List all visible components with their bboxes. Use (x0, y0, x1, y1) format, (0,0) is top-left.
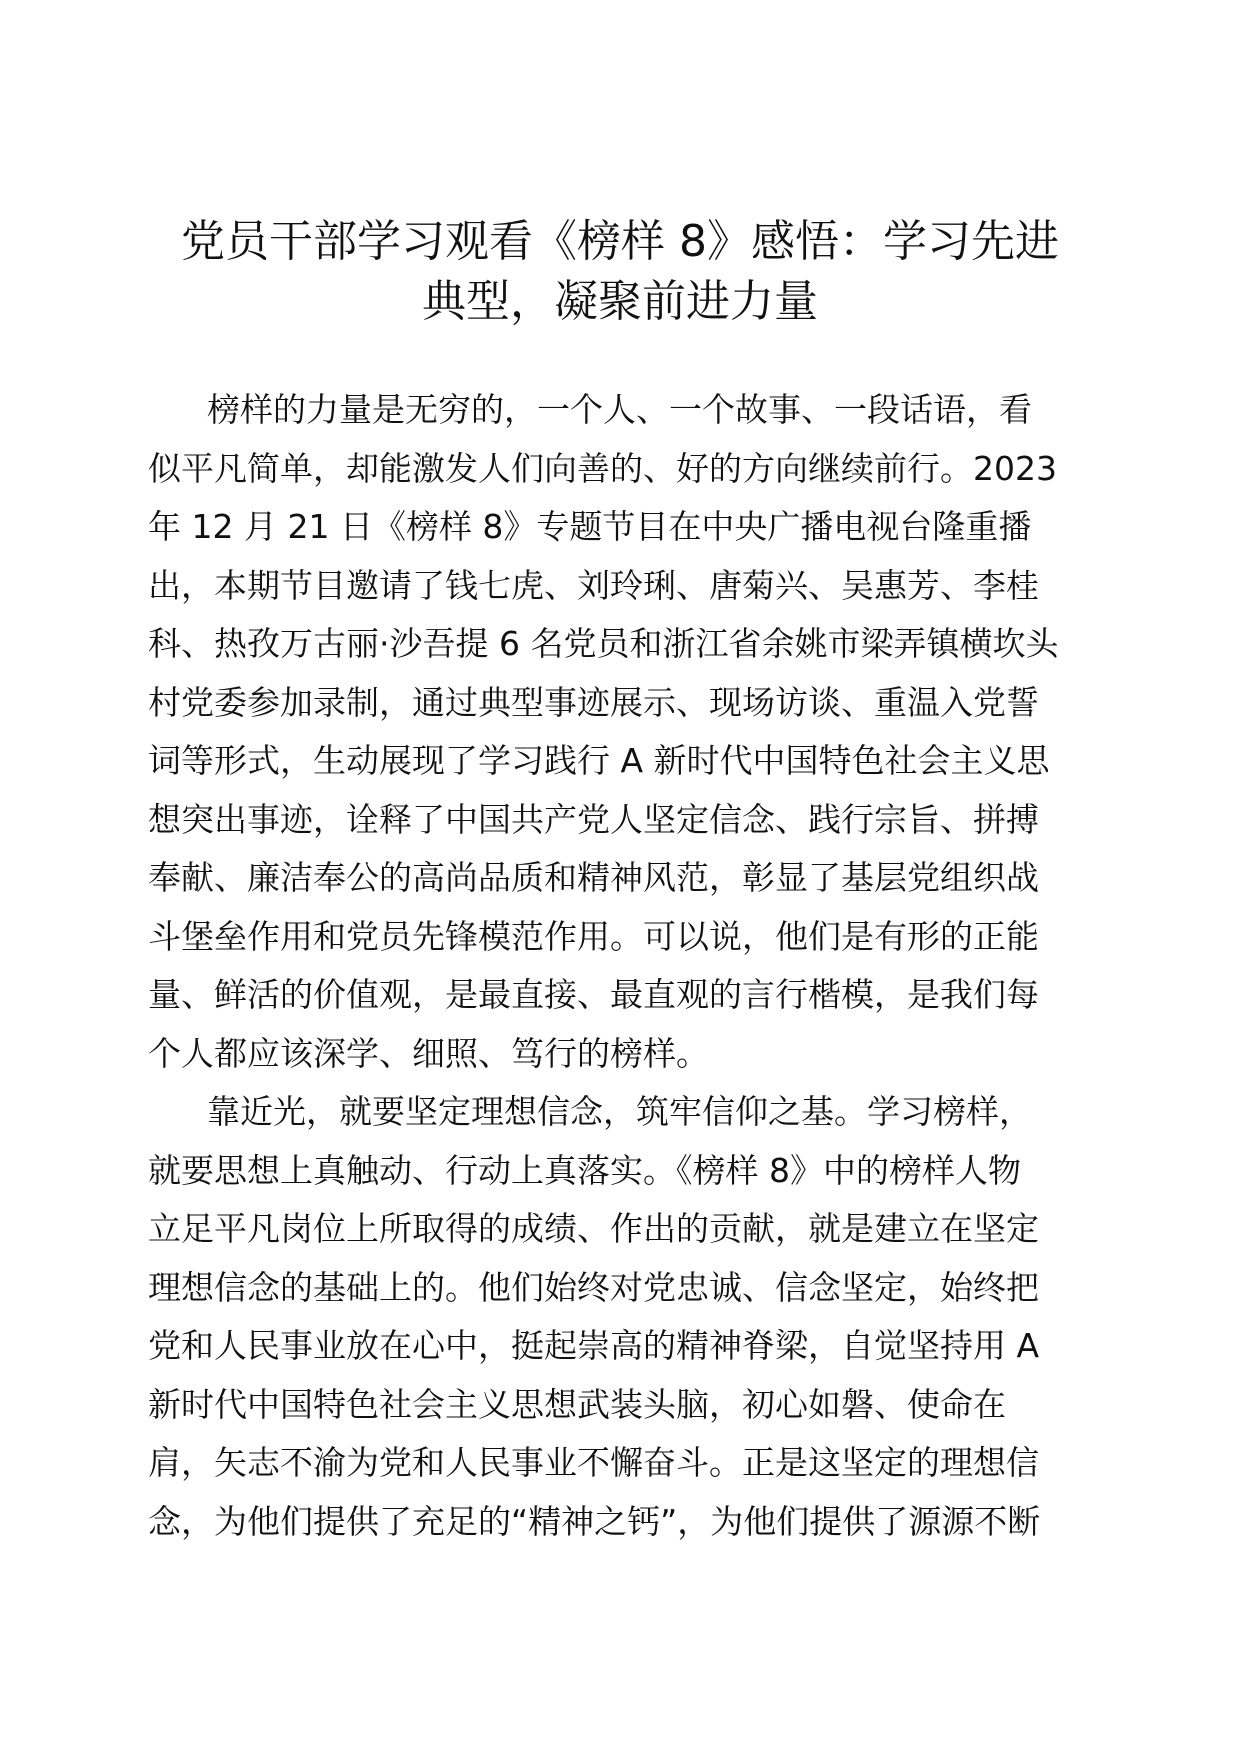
title-line: 党员干部学习观看《榜样 8》感悟：学习先进 (181, 216, 1059, 267)
text-line: 肩，矢志不渝为党和人民事业不懈奋斗。正是这坚定的理想信 (148, 1443, 1039, 1482)
text-line: 立足平凡岗位上所取得的成绩、作出的贡献，就是建立在坚定 (148, 1209, 1039, 1248)
document-title (150, 212, 1090, 332)
paragraph-1 (148, 381, 1085, 1083)
text-line: 斗堡垒作用和党员先锋模范作用。可以说，他们是有形的正能 (148, 916, 1039, 956)
text-line: 似平凡简单，却能激发人们向善的、好的方向继续前行。2023 (148, 448, 1057, 488)
text-line: 念，为他们提供了充足的“精神之钙”，为他们提供了源源不断 (148, 1501, 1041, 1541)
text-line: 理想信念的基础上的。他们始终对党忠诚、信念坚定，始终把 (148, 1267, 1039, 1307)
text-line: 词等形式，生动展现了学习践行 A 新时代中国特色社会主义思 (148, 741, 1050, 780)
text-line: 科、热孜万古丽·沙吾提 6 名党员和浙江省余姚市梁弄镇横坎头 (148, 624, 1059, 663)
text-line: 量、鲜活的价值观，是最直接、最直观的言行楷模，是我们每 (148, 975, 1039, 1014)
text-line: 想突出事迹，诠释了中国共产党人坚定信念、践行宗旨、拼搏 (148, 799, 1039, 839)
text-line: 个人都应该深学、细照、笃行的榜样。 (148, 1033, 709, 1073)
paragraph-2 (148, 1083, 1085, 1551)
document-body (148, 381, 1085, 1551)
text-line: 村党委参加录制，通过典型事迹展示、现场访谈、重温入党誓 (148, 682, 1039, 722)
text-line: 出，本期节目邀请了钱七虎、刘玲琍、唐菊兴、吴惠芳、李桂 (148, 565, 1039, 605)
text-line: 榜样的力量是无穷的，一个人、一个故事、一段话语，看 (207, 390, 1032, 429)
text-line: 新时代中国特色社会主义思想武装头脑，初心如磐、使命在 (148, 1384, 1006, 1424)
title-line: 典型，凝聚前进力量 (422, 276, 818, 327)
text-line: 就要思想上真触动、行动上真落实。《榜样 8》中的榜样人物 (148, 1150, 1021, 1190)
text-line: 奉献、廉洁奉公的高尚品质和精神风范，彰显了基层党组织战 (148, 858, 1039, 897)
text-line: 年 12 月 21 日《榜样 8》专题节目在中央广播电视台隆重播 (148, 507, 1032, 546)
text-line: 党和人民事业放在心中，挺起崇高的精神脊梁，自觉坚持用 A (148, 1326, 1040, 1365)
text-line: 靠近光，就要坚定理想信念，筑牢信仰之基。学习榜样， (207, 1092, 1032, 1131)
